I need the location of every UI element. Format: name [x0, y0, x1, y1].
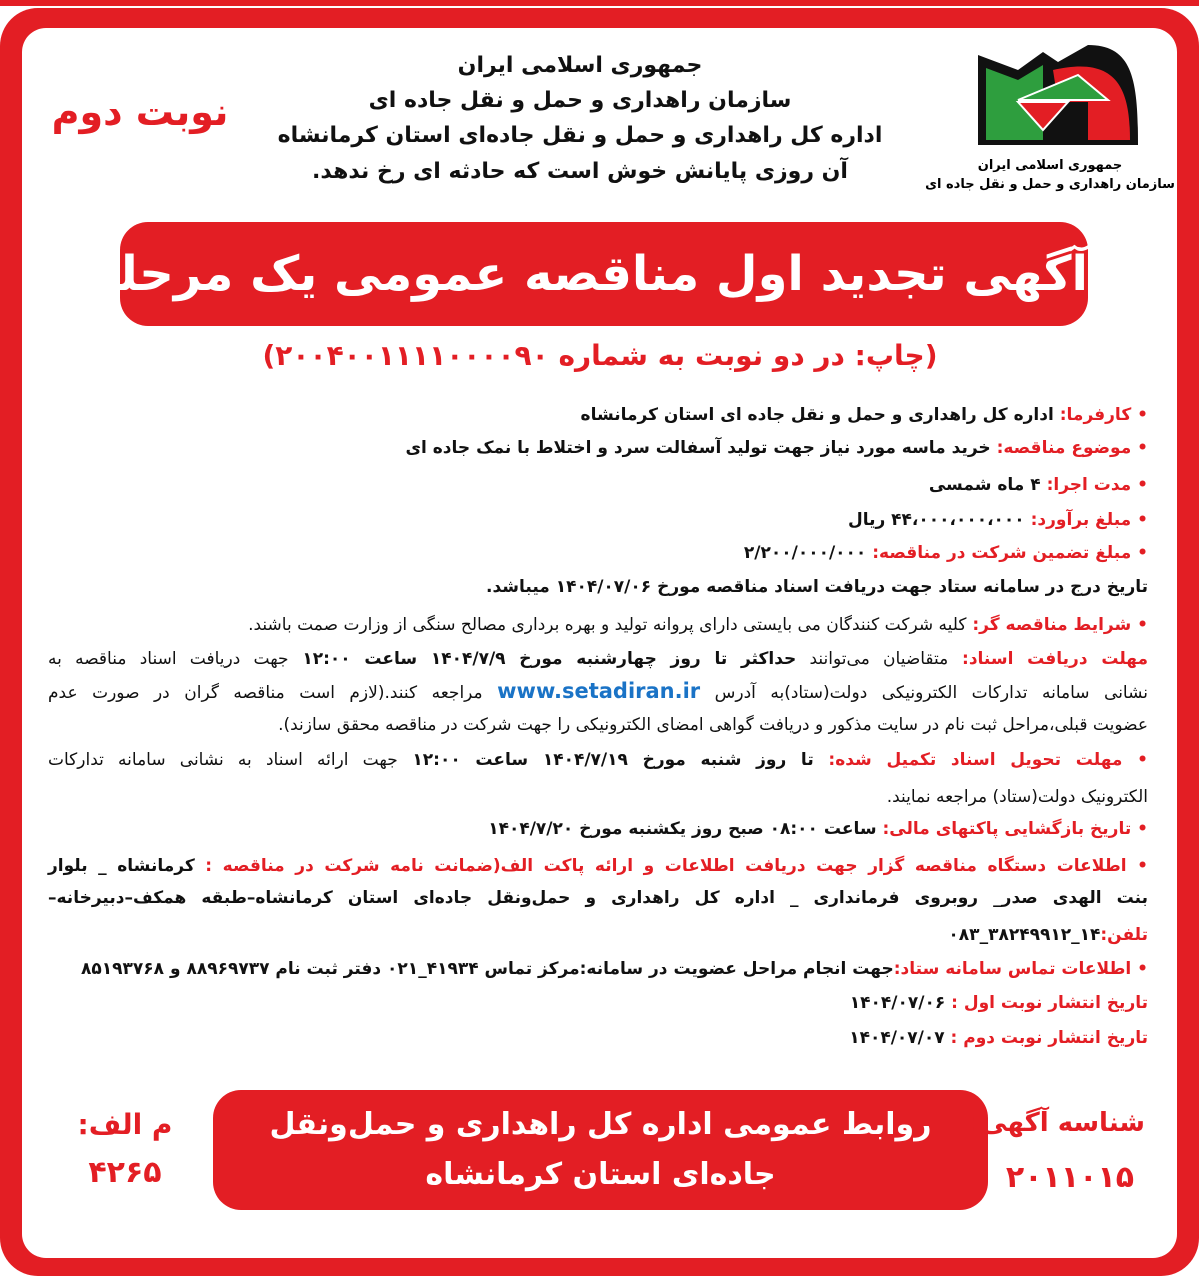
detail-text: ۴۴،۰۰۰،۰۰۰،۰۰۰ ریال: [847, 510, 1025, 530]
detail-line: [48, 401, 1148, 429]
ad-id: ۲۰۱۱۰۱۵: [1005, 1160, 1135, 1195]
header-line: جمهوری اسلامی ایران: [457, 53, 703, 78]
ad-body: [22, 28, 1177, 1258]
header-line: اداره کل راهداری و حمل و نقل جاده‌ای استان کرمانشاه: [277, 123, 883, 148]
detail-line: [48, 921, 1148, 949]
detail-line: [48, 506, 1148, 534]
header-line: آن روزی پایانش خوش است که حادثه ای رخ ندهد.: [312, 159, 848, 184]
detail-line: [48, 573, 1148, 601]
detail-label: • اطلاعات تماس سامانه ستاد:: [893, 959, 1148, 979]
detail-text: اداره کل راهداری و حمل و نقل جاده ای استان کرمانشاه: [580, 405, 1054, 425]
page-title: آگهی تجدید اول مناقصه عمومی یک مرحله‌ای: [120, 222, 1088, 326]
detail-line: [48, 645, 1148, 673]
detail-line: [48, 989, 1148, 1017]
detail-text: تاریخ درج در سامانه ستاد جهت دریافت اسناد مناقصه مورخ ۱۴۰۴/۰۷/۰۶ میباشد.: [486, 577, 1148, 597]
detail-line: [48, 884, 1148, 912]
header-line: سازمان راهداری و حمل و نقل جاده ای: [368, 88, 792, 113]
detail-label: • کارفرما:: [1053, 405, 1148, 425]
detail-text: جهت ارائه اسناد به نشانی سامانه تدارکات: [48, 750, 398, 770]
detail-text: مراجعه کنند.(لازم است مناقصه گران در صورت عدم: [48, 683, 498, 703]
detail-line: [48, 434, 1148, 462]
detail-text: ۱۴۰۴/۰۷/۰۷: [849, 1028, 945, 1048]
detail-label: • شرایط مناقصه گر:: [966, 615, 1148, 635]
detail-line: [48, 815, 1148, 843]
detail-label: • موضوع مناقصه:: [990, 438, 1148, 458]
footer-banner-line: جاده‌ای استان کرمانشاه: [425, 1157, 776, 1192]
detail-label: • مهلت تحویل اسناد تکمیل شده:: [813, 750, 1149, 770]
detail-text: کلیه شرکت کنندگان می بایستی دارای پروانه تولید و بهره برداری مصالح سنگی از وزارت صمت باشند.: [248, 615, 967, 635]
detail-label: • مبلغ تضمین شرکت در مناقصه:: [866, 543, 1148, 563]
detail-line: [48, 783, 1148, 811]
mim-alef: ۴۲۶۵: [88, 1155, 162, 1190]
detail-line: [48, 711, 1148, 739]
detail-text: ۲/۲۰۰/۰۰۰/۰۰۰: [743, 543, 867, 563]
detail-text: نشانی سامانه تدارکات الکترونیکی دولت(ستاد)به آدرس: [700, 683, 1148, 703]
detail-text: تا روز شنبه مورخ ۱۴۰۴/۷/۱۹ ساعت ۱۲:۰۰: [397, 750, 814, 770]
detail-label: تلفن:: [1100, 925, 1148, 945]
detail-text: جهت دریافت اسناد مناقصه به: [48, 649, 289, 669]
website-link[interactable]: www.setadiran.ir: [497, 679, 701, 703]
detail-text: خرید ماسه مورد نیاز جهت تولید آسفالت سرد و اختلاط با نمک جاده ای: [405, 438, 991, 458]
detail-label: • مدت اجرا:: [1040, 475, 1148, 495]
detail-line: [48, 539, 1148, 567]
footer-banner-line: روابط عمومی اداره کل راهداری و حمل‌ونقل: [269, 1107, 932, 1142]
detail-label: • تاریخ بازگشایی پاکتهای مالی:: [876, 819, 1148, 839]
detail-text: کرمانشاه _ بلوار: [48, 856, 195, 876]
mim-alef-label: م الف:: [77, 1108, 173, 1141]
detail-text: متقاضیان می‌توانند: [796, 649, 949, 669]
detail-text: ۱۴۰۴/۰۷/۰۶: [849, 993, 946, 1013]
detail-line: [48, 746, 1148, 774]
detail-line: [48, 611, 1148, 639]
top-strip: [0, 0, 1199, 6]
detail-label: • اطلاعات دستگاه مناقصه گزار جهت دریافت اطلاعات و ارائه پاکت الف(ضمانت نامه شرکت در مناقصه :: [194, 856, 1148, 876]
footer-banner: [213, 1090, 988, 1210]
logo-text-line: جمهوری اسلامی ایران: [977, 158, 1123, 173]
road-maintenance-logo-icon: [958, 40, 1148, 152]
round-label: نوبت دوم: [51, 90, 229, 134]
detail-line: [48, 471, 1148, 499]
detail-text: ۴ ماه شمسی: [928, 475, 1041, 495]
detail-line: [48, 955, 1148, 983]
ad-id-label: شناسه آگهی:: [970, 1108, 1145, 1138]
logo-text-line: سازمان راهداری و حمل و نقل جاده ای: [925, 177, 1175, 192]
detail-text: جهت انجام مراحل عضویت در سامانه:مرکز تماس ۴۱۹۳۴_۰۲۱ دفتر ثبت نام ۸۸۹۶۹۷۳۷ و ۸۵۱۹۳۷۶۸: [81, 959, 894, 979]
detail-text: عضویت قبلی،مراحل ثبت نام در سایت مذکور و دریافت گواهی امضای الکترونیکی را جهت شرکت در مناقصه محقق سازند).: [278, 715, 1148, 735]
detail-label: مهلت دریافت اسناد:: [948, 649, 1149, 669]
detail-label: تاریخ انتشار نوبت اول :: [945, 993, 1148, 1013]
detail-line: [48, 1024, 1148, 1052]
detail-label: تاریخ انتشار نوبت دوم :: [944, 1028, 1148, 1048]
detail-text: الکترونیک دولت(ستاد) مراجعه نمایند.: [886, 787, 1148, 807]
detail-text: حداکثر تا روز چهارشنبه مورخ ۱۴۰۴/۷/۹ ساعت ۱۲:۰۰: [288, 649, 797, 669]
detail-line: [48, 852, 1148, 880]
detail-line: [48, 677, 1148, 705]
detail-text: بنت الهدی صدر_ روبروی فرمانداری _ اداره کل راهداری و حمل‌ونقل جاده‌ای استان کرمانشاه–طبقه همکف–دبیرخانه–: [48, 888, 1148, 908]
detail-label: • مبلغ برآورد:: [1024, 510, 1148, 530]
detail-text: ساعت ۰۸:۰۰ صبح روز یکشنبه مورخ ۱۴۰۴/۷/۲۰: [488, 819, 877, 839]
subtitle: (چاپ: در دو نوبت به شماره ۲۰۰۴۰۰۱۱۱۱۰۰۰۰۹۰): [262, 339, 938, 372]
detail-text: ۱۴_۳۸۲۴۹۹۱۲_۰۸۳: [948, 925, 1101, 945]
